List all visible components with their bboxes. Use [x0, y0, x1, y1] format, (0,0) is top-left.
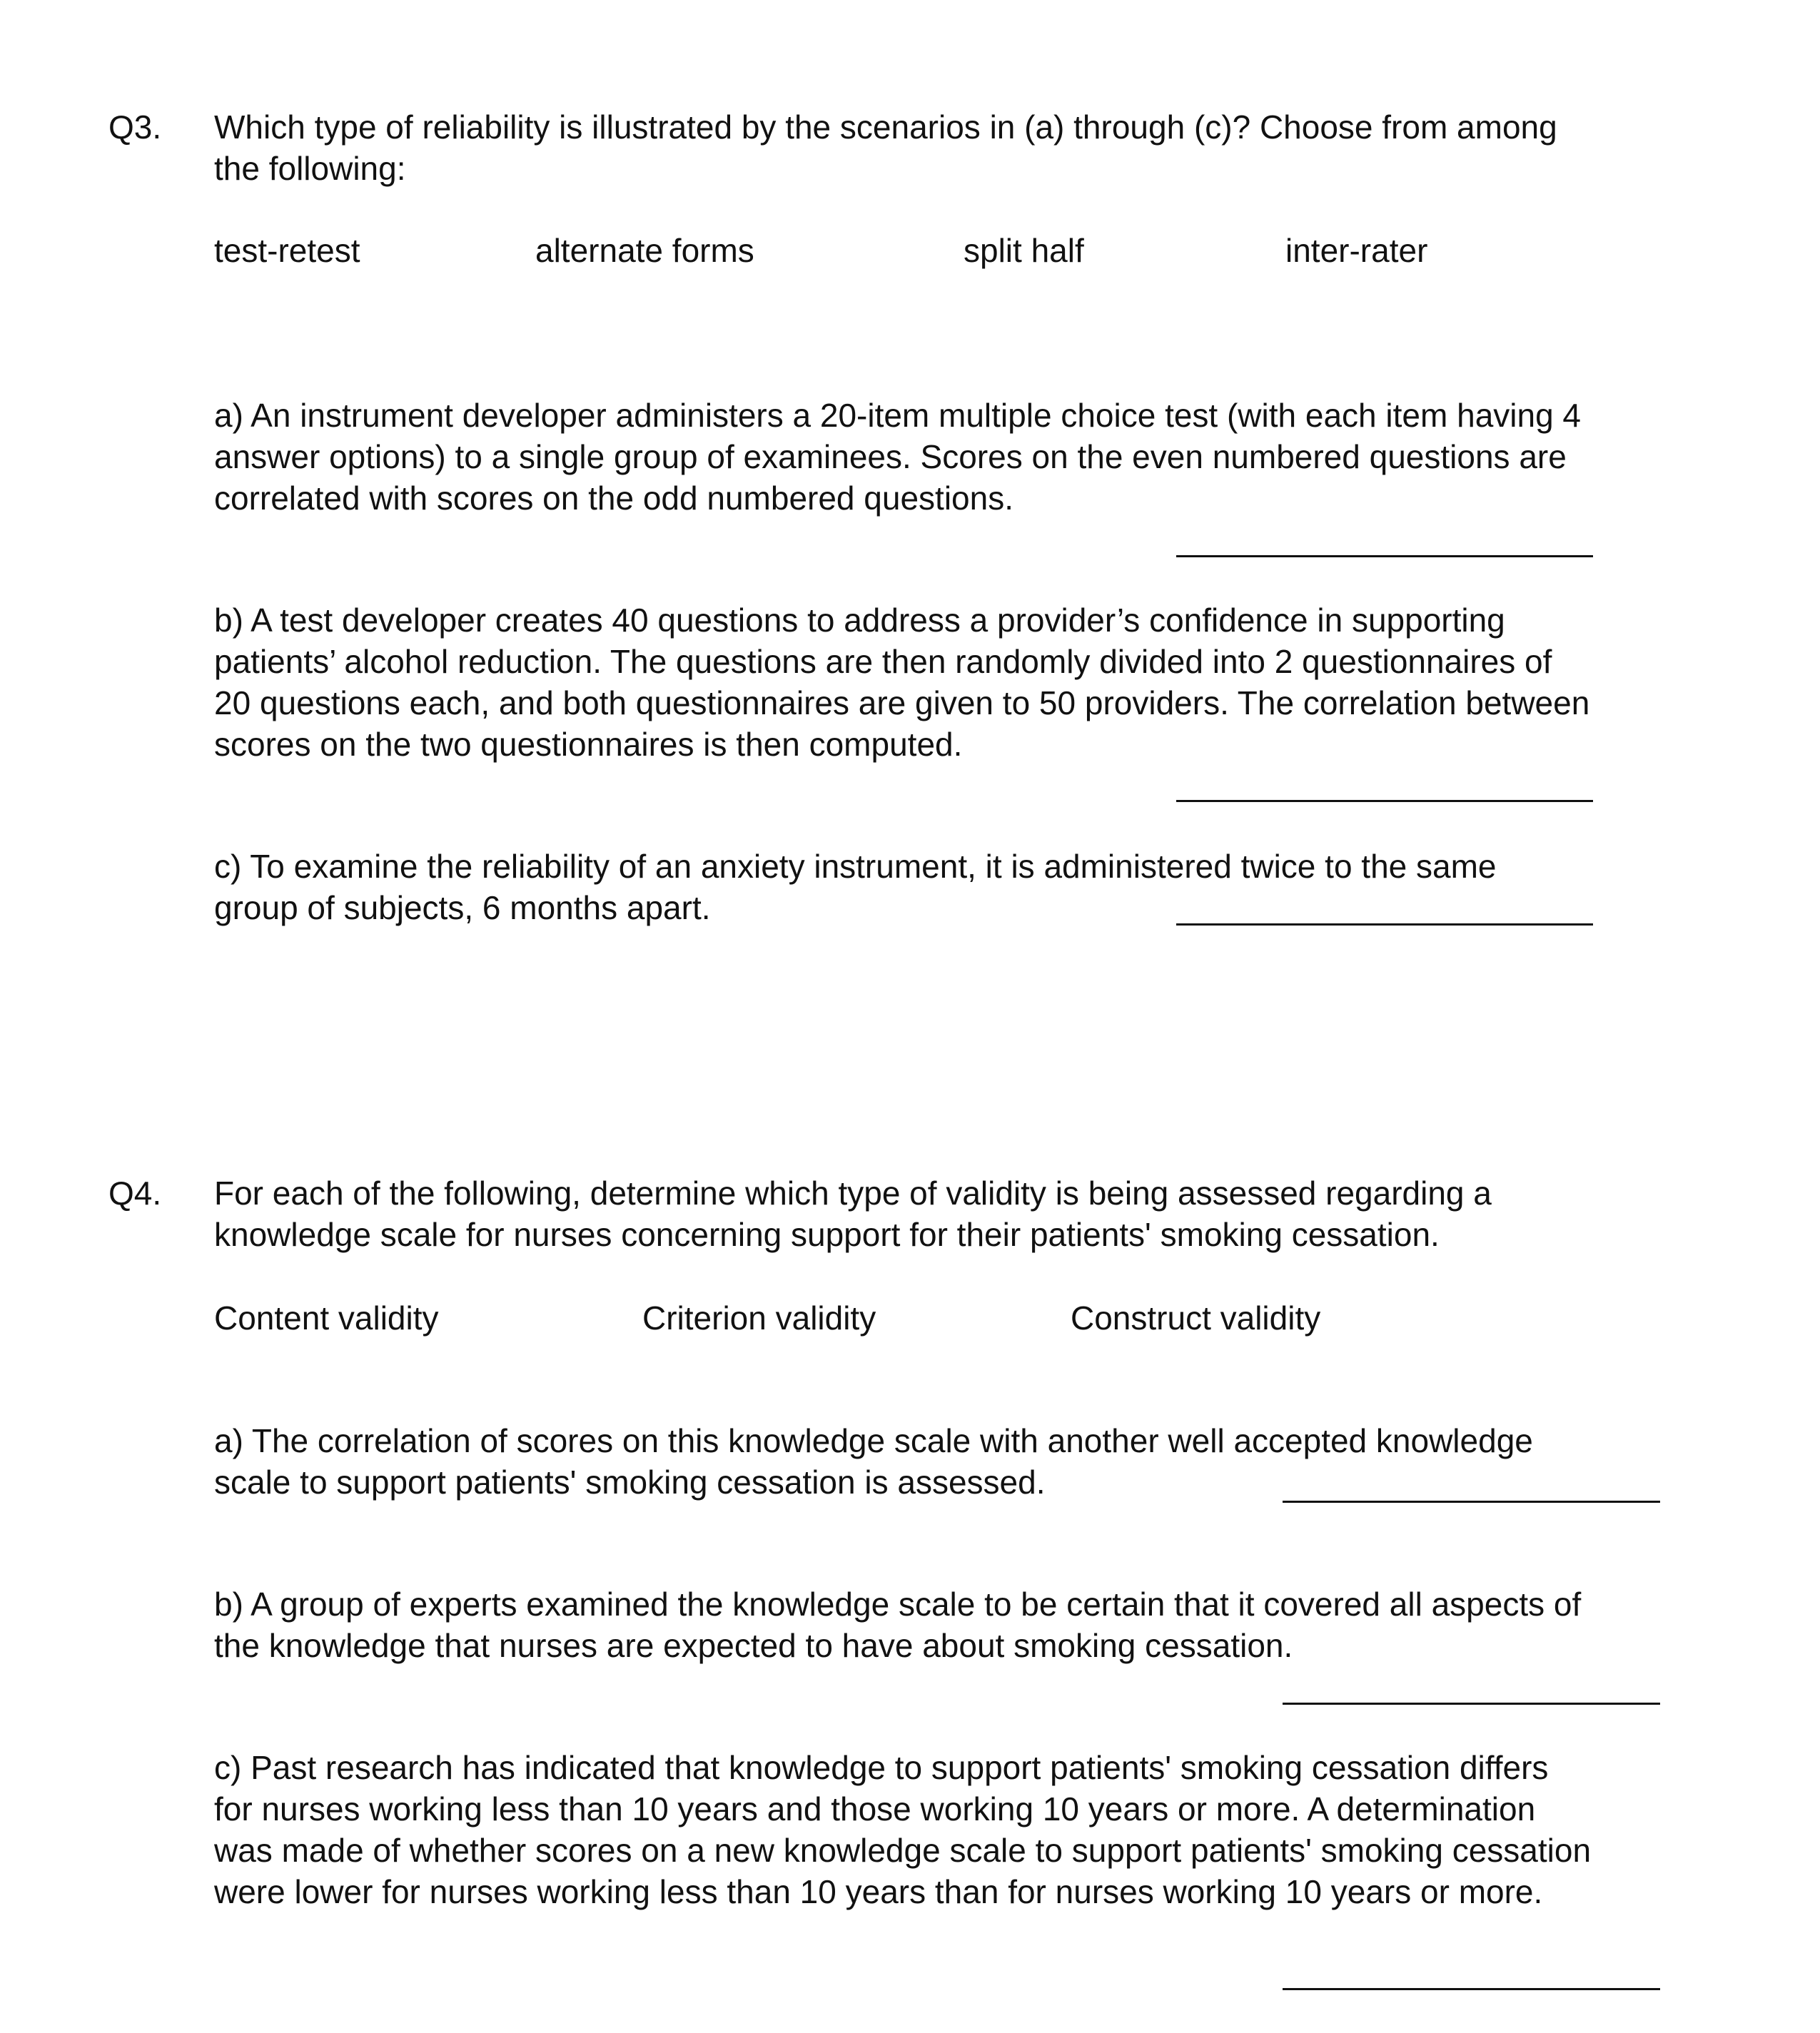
- prompt-line: the following:: [214, 150, 406, 187]
- q3-option-alternate-forms: alternate forms: [535, 232, 754, 269]
- item-line: patients’ alcohol reduction. The questions are then randomly divided into 2 questionnaires of: [214, 643, 1552, 680]
- q4-option-construct-validity: Construct validity: [1071, 1299, 1321, 1337]
- q3-answer-blank-b[interactable]: [1176, 800, 1593, 802]
- q3-label: Q3.: [108, 108, 162, 146]
- item-line: a) An instrument developer administers a 20-item multiple choice test (with each item having 4: [214, 397, 1582, 434]
- q3-answer-blank-a[interactable]: [1176, 555, 1593, 557]
- prompt-line: knowledge scale for nurses concerning support for their patients' smoking cessation.: [214, 1216, 1440, 1253]
- item-line: c) To examine the reliability of an anxiety instrument, it is administered twice to the same: [214, 848, 1497, 885]
- item-line: scale to support patients' smoking cessation is assessed.: [214, 1464, 1046, 1501]
- item-line: were lower for nurses working less than 10 years than for nurses working 10 years or more.: [214, 1873, 1543, 1910]
- q4-prompt: [214, 1172, 1492, 1255]
- item-line: was made of whether scores on a new knowledge scale to support patients' smoking cessation: [214, 1832, 1592, 1869]
- q4-item-c: [214, 1747, 1591, 1912]
- q3-option-test-retest: test-retest: [214, 232, 360, 269]
- q4-item-b: [214, 1583, 1581, 1666]
- q4-answer-blank-c[interactable]: [1283, 1988, 1660, 1990]
- q4-option-criterion-validity: Criterion validity: [642, 1299, 876, 1337]
- prompt-line: For each of the following, determine which type of validity is being assessed regarding a: [214, 1175, 1492, 1212]
- q3-option-inter-rater: inter-rater: [1285, 232, 1428, 269]
- q4-label: Q4.: [108, 1175, 162, 1212]
- q4-item-a: [214, 1420, 1533, 1503]
- item-line: c) Past research has indicated that knowledge to support patients' smoking cessation differs: [214, 1749, 1549, 1786]
- prompt-line: Which type of reliability is illustrated by the scenarios in (a) through (c)? Choose from among: [214, 108, 1557, 146]
- q4-answer-blank-b[interactable]: [1283, 1703, 1660, 1705]
- q3-item-a: [214, 395, 1581, 519]
- item-line: answer options) to a single group of examinees. Scores on the even numbered questions are: [214, 438, 1567, 475]
- item-line: b) A group of experts examined the knowledge scale to be certain that it covered all aspects of: [214, 1586, 1582, 1623]
- q4-option-content-validity: Content validity: [214, 1299, 439, 1337]
- item-line: a) The correlation of scores on this knowledge scale with another well accepted knowledge: [214, 1422, 1533, 1459]
- item-line: the knowledge that nurses are expected to have about smoking cessation.: [214, 1627, 1293, 1664]
- item-line: for nurses working less than 10 years and those working 10 years or more. A determination: [214, 1790, 1536, 1827]
- item-line: scores on the two questionnaires is then computed.: [214, 726, 963, 763]
- q3-prompt: [214, 106, 1557, 189]
- q4-answer-blank-a[interactable]: [1283, 1501, 1660, 1503]
- q3-item-c: [214, 846, 1497, 928]
- q3-item-b: [214, 599, 1589, 765]
- item-line: correlated with scores on the odd numbered questions.: [214, 480, 1013, 517]
- item-line: b) A test developer creates 40 questions to address a provider’s confidence in supporting: [214, 602, 1505, 639]
- item-line: 20 questions each, and both questionnaires are given to 50 providers. The correlation between: [214, 684, 1590, 721]
- q3-answer-blank-c[interactable]: [1176, 923, 1593, 926]
- q3-option-split-half: split half: [964, 232, 1084, 269]
- item-line: group of subjects, 6 months apart.: [214, 889, 711, 926]
